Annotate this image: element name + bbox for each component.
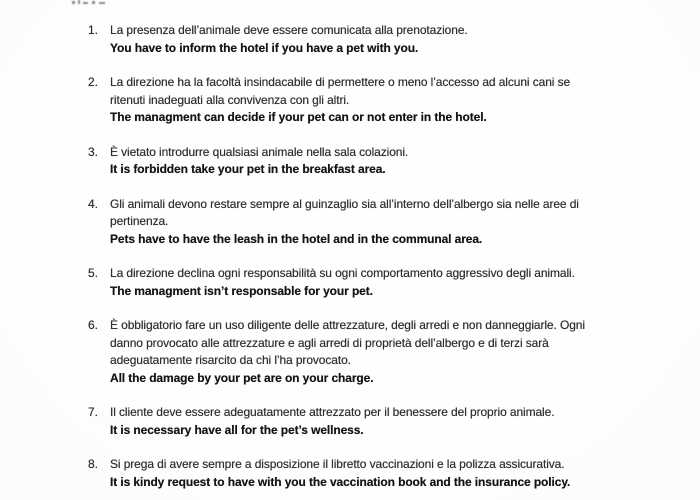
rule-english-line: The managment isn’t responsable for your pet. bbox=[110, 283, 373, 298]
rule-number: 2. bbox=[88, 75, 98, 89]
rule-number: 3. bbox=[88, 144, 98, 159]
rule-italian-line: Il cliente deve essere adeguatamente attrezzato per il benessere del proprio animale. bbox=[110, 405, 555, 419]
rule-number: 4. bbox=[88, 196, 98, 211]
rule-number: 1. bbox=[88, 23, 98, 37]
rule-item-8 bbox=[88, 456, 688, 491]
rule-english-line: It is forbidden take your pet in the breakfast area. bbox=[110, 162, 386, 176]
rule-item-3 bbox=[88, 144, 688, 179]
rule-item-7 bbox=[88, 404, 688, 439]
rule-item-4 bbox=[88, 196, 688, 249]
rule-italian-line: La direzione declina ogni responsabilità su ogni comportamento aggressivo degli animali. bbox=[110, 266, 575, 280]
rule-italian-line: È vietato introdurre qualsiasi animale nella sala colazioni. bbox=[110, 144, 409, 159]
rule-italian-line: ritenuti inadeguati alla convivenza con gli altri. bbox=[110, 92, 350, 107]
pet-rules-list bbox=[88, 22, 688, 500]
rule-number: 7. bbox=[88, 405, 98, 419]
rule-italian-line: La direzione ha la facoltà insindacabile di permettere o meno l’accesso ad alcuni cani se bbox=[110, 75, 571, 89]
rule-italian-line: danno provocato alle attrezzature e agli arredi di proprietà dell’albergo e di terzi sarà bbox=[110, 335, 549, 350]
rule-italian-line: adeguatamente risarcito da chi l’ha provocato. bbox=[110, 353, 351, 367]
rule-number: 6. bbox=[88, 318, 98, 332]
rule-italian-line: pertinenza. bbox=[110, 214, 169, 228]
rule-number: 8. bbox=[88, 457, 98, 471]
rule-item-1 bbox=[88, 22, 688, 57]
rule-item-2 bbox=[88, 74, 688, 127]
cropped-text-remnant bbox=[71, 0, 111, 5]
rule-italian-line: La presenza dell’animale deve essere comunicata alla prenotazione. bbox=[110, 23, 468, 37]
rule-english-line: The managment can decide if your pet can or not enter in the hotel. bbox=[110, 110, 487, 124]
rule-english-line: Pets have to have the leash in the hotel and in the communal area. bbox=[110, 231, 483, 246]
rule-italian-line: Gli animali devono restare sempre al guinzaglio sia all’interno dell’albergo sia nelle aree di bbox=[110, 196, 579, 211]
rule-italian-line: Si prega di avere sempre a disposizione il libretto vaccinazioni e la polizza assicurativa. bbox=[110, 457, 565, 471]
rule-item-6 bbox=[88, 317, 688, 387]
rule-number: 5. bbox=[88, 266, 98, 280]
rule-english-line: You have to inform the hotel if you have a pet with you. bbox=[110, 40, 419, 55]
rule-english-line: It is necessary have all for the pet’s wellness. bbox=[110, 422, 364, 437]
rule-italian-line: È obbligatorio fare un uso diligente delle attrezzature, degli arredi e non danneggiarle. Ogni bbox=[110, 318, 585, 332]
rule-english-line: All the damage by your pet are on your charge. bbox=[110, 370, 374, 385]
rule-english-line: It is kindy request to have with you the vaccination book and the insurance policy. bbox=[110, 474, 571, 489]
rule-item-5 bbox=[88, 265, 688, 300]
